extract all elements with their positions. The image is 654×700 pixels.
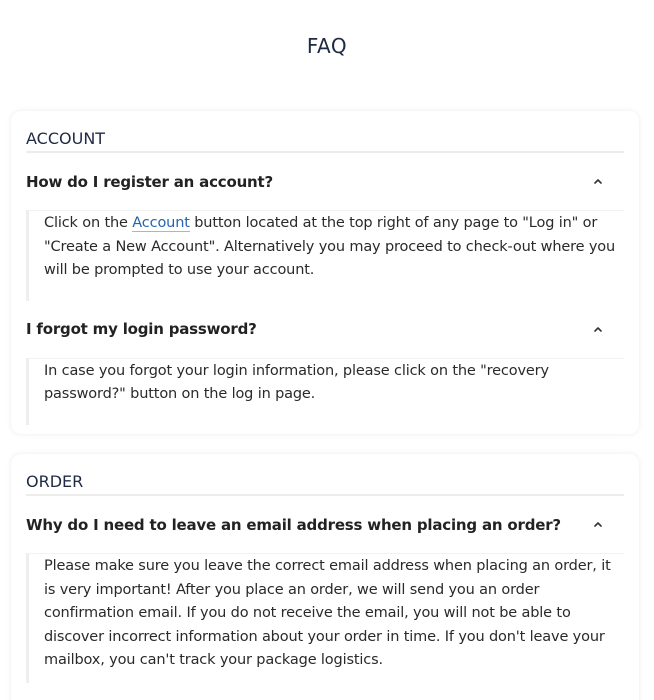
faq-item [26,496,624,683]
section-title: ACCOUNT [26,111,624,153]
faq-question-text: I forgot my login password? [26,320,257,338]
faq-question-text: How do I register an account? [26,172,274,191]
faq-answer [26,210,624,301]
page-title: FAQ [306,34,348,58]
faq-item [26,301,624,425]
faq-answer: In case you forgot your login information, please click on the "recovery password?" button on the log in page. [26,358,624,425]
chevron-up-icon[interactable] [592,323,604,335]
account-link[interactable]: Account [132,215,190,231]
chevron-up-icon[interactable] [592,176,604,188]
faq-answer-text: Click on the [44,215,133,231]
faq-answer-text: button located at the top right of any page to "Log in" or "Create a New Account". Alternatively you may proceed to check-out where you will be prompted to use your account. [44,215,616,278]
chevron-up-icon[interactable] [592,519,604,531]
faq-section-order [11,454,639,700]
faq-question-toggle[interactable] [26,496,624,553]
section-title: ORDER [26,454,624,496]
faq-question-toggle[interactable] [26,301,624,358]
faq-item [26,153,624,301]
faq-question-toggle[interactable] [26,153,624,210]
faq-answer: Please make sure you leave the correct email address when placing an order, it is very important! After you place an order, we will send you an order confirmation email. If you do not receive the email, you will not be able to discover incorrect information about your order in time. If you don't leave your mailbox, you can't track your package logistics. [26,553,624,683]
faq-question-text: Why do I need to leave an email address when placing an order? [26,515,561,534]
faq-section-account [11,111,639,434]
